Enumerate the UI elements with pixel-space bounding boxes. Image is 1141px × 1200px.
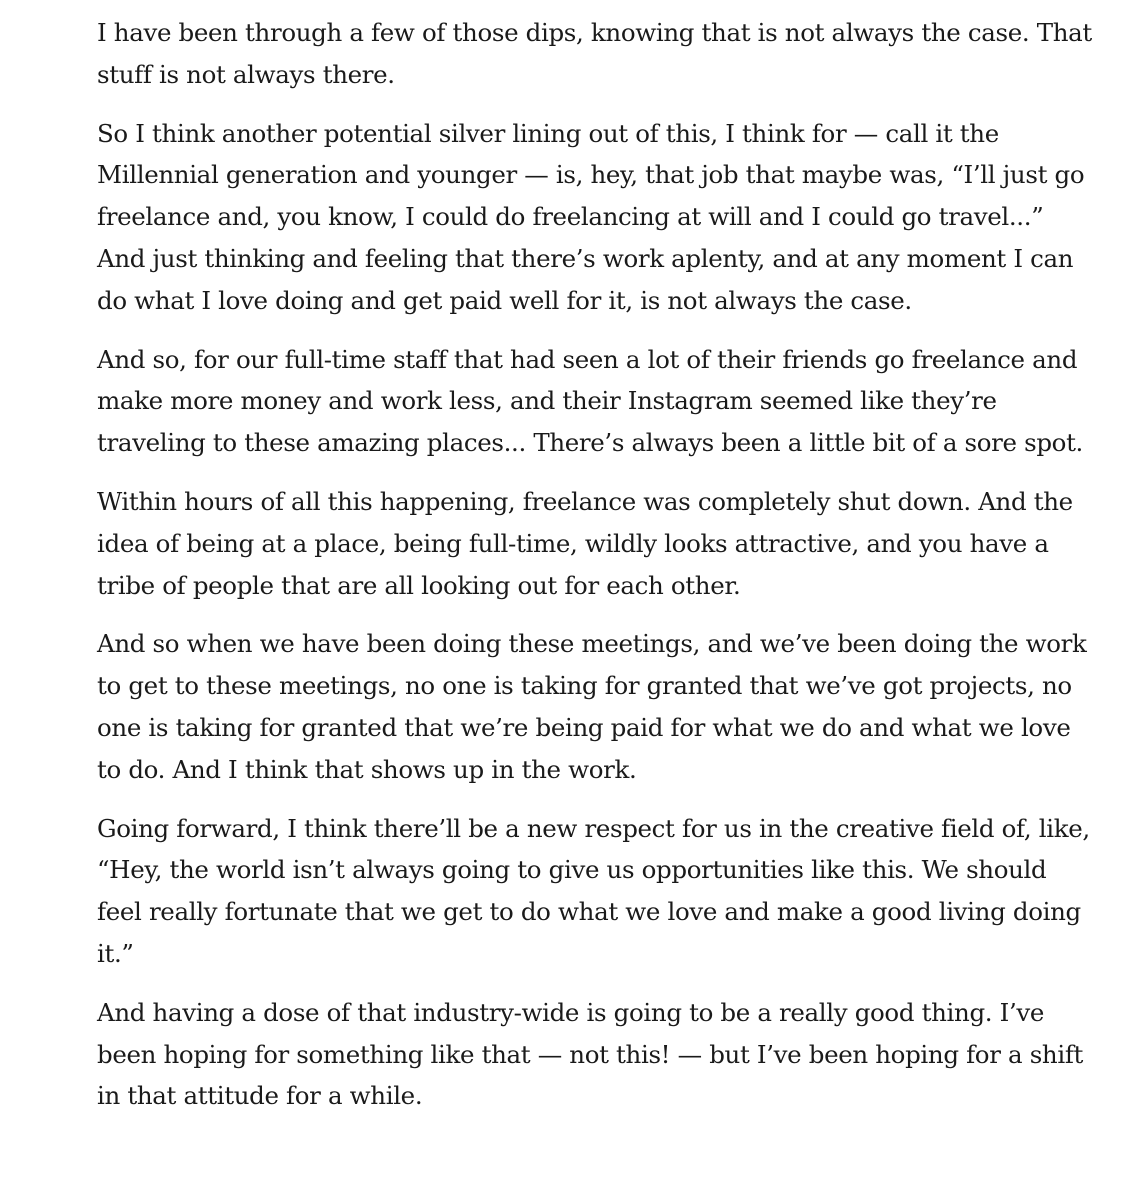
article-paragraph: And having a dose of that industry-wide is going to be a really good thing. I’ve been hoping for something like that — not this! — but I’ve been hoping for a shift in that attitude for a while. xyxy=(97,997,1084,1111)
article-paragraph: Within hours of all this happening, freelance was completely shut down. And the idea of being at a place, being full-time, wildly looks attractive, and you have a tribe of people that are all looking out for each other. xyxy=(97,486,1073,600)
article-paragraph: And so, for our full-time staff that had seen a lot of their friends go freelance and make more money and work less, and their Instagram seemed like they’re traveling to these amazing places... There’s always been a little bit of a sore spot. xyxy=(97,344,1083,458)
article-paragraph: Going forward, I think there’ll be a new respect for us in the creative field of, like, “Hey, the world isn’t always going to give us opportunities like this. We should feel really fortunate that we get to do what we love and make a good living doing it.” xyxy=(97,813,1090,968)
article-body xyxy=(97,12,1097,1134)
article-paragraph: So I think another potential silver lining out of this, I think for — call it the Millennial generation and younger — is, hey, that job that maybe was, “I’ll just go freelance and, you know, I could do freelancing at will and I could go travel...” And just thinking and feeling that there’s work aplenty, and at any moment I can do what I love doing and get paid well for it, is not always the case. xyxy=(97,118,1085,315)
article-paragraph: And so when we have been doing these meetings, and we’ve been doing the work to get to these meetings, no one is taking for granted that we’ve got projects, no one is taking for granted that we’re being paid for what we do and what we love to do. And I think that shows up in the work. xyxy=(97,629,1087,784)
article-paragraph: I have been through a few of those dips, knowing that is not always the case. That stuff is not always there. xyxy=(97,18,1092,89)
